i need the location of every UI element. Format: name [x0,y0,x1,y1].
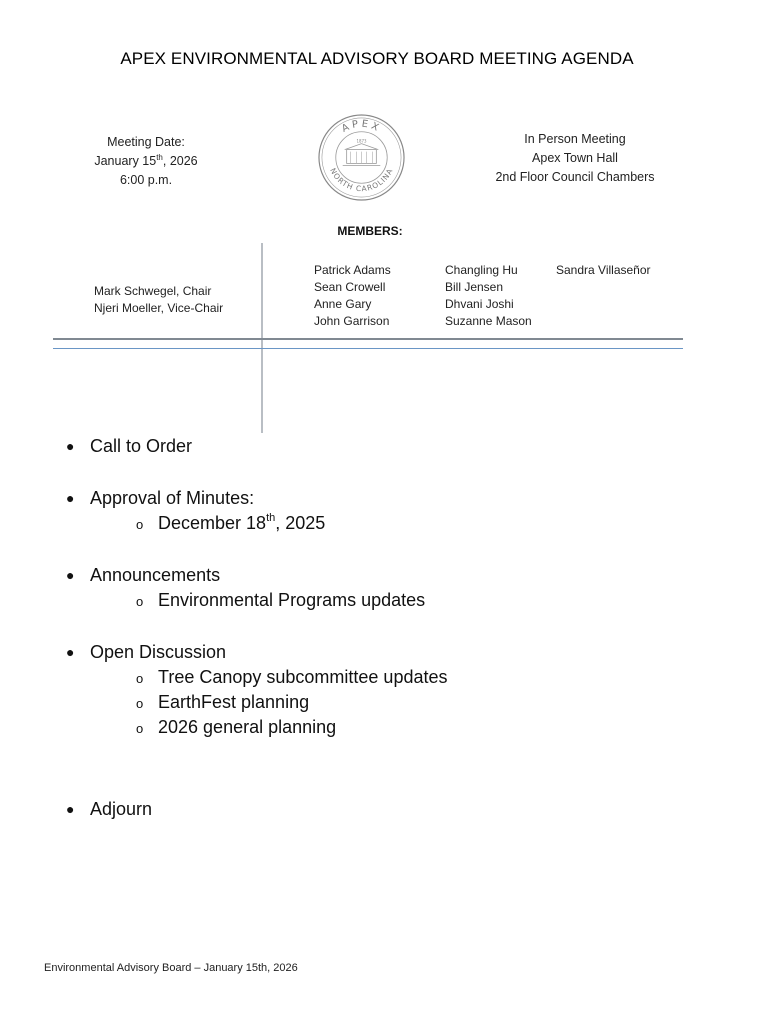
meeting-date-day: January 15 [94,154,157,168]
agenda-subitem [66,511,706,536]
meeting-location-block [480,130,670,187]
meeting-date-block [78,133,214,190]
bullet-icon: ● [66,490,75,506]
vice-chair-name: Njeri Moeller, Vice-Chair [94,301,224,315]
circle-bullet-icon: o [136,594,144,609]
member-name: John Garrison [314,314,390,328]
bullet-icon: ● [66,644,75,660]
member-name: Bill Jensen [445,280,504,294]
agenda-subitem [66,588,706,613]
meeting-date-year: , 2026 [162,154,198,168]
members-column-3 [556,262,651,279]
member-name: Sean Crowell [314,280,386,294]
location-room: 2nd Floor Council Chambers [495,170,655,184]
agenda-item-call-to-order [66,434,706,459]
agenda-item-adjourn [66,797,706,822]
circle-bullet-icon: o [136,696,144,711]
agenda-item-announcements [66,563,706,588]
member-name: Dhvani Joshi [445,297,514,311]
agenda-subitem-label: December 18 [158,513,267,533]
seal-year: 1873 [356,138,367,144]
meeting-date [78,152,214,171]
agenda-subitem-label: Tree Canopy subcommittee updates [158,667,448,687]
circle-bullet-icon: o [136,517,144,532]
agenda-subitem [66,690,706,715]
member-name: Suzanne Mason [445,314,532,328]
agenda-item-label: Call to Order [90,436,193,456]
member-name: Patrick Adams [314,263,391,277]
town-seal-icon [317,113,406,202]
chairs-list [94,283,223,317]
agenda-subitem [66,665,706,690]
agenda-subitem-label: Environmental Programs updates [158,590,426,610]
seal-bottom-text: NORTH CAROLINA [328,166,395,194]
circle-bullet-icon: o [136,721,144,736]
meeting-time: 6:00 p.m. [119,173,173,187]
agenda-item-label: Approval of Minutes: [90,488,255,508]
bullet-icon: ● [66,801,75,817]
bullet-icon: ● [66,438,75,454]
agenda-item-open-discussion [66,640,706,665]
seal-top-text: APEX [340,118,383,135]
members-column-2 [445,262,532,330]
agenda-subitem-label: 2026 general planning [158,717,337,737]
agenda-item-approval [66,486,706,511]
members-heading: MEMBERS: [337,224,403,238]
circle-bullet-icon: o [136,671,144,686]
agenda-subitem-label: EarthFest planning [158,692,310,712]
horizontal-divider-accent [53,348,683,349]
agenda-item-label: Announcements [90,565,221,585]
agenda-subitem [66,715,706,740]
page-title: APEX ENVIRONMENTAL ADVISORY BOARD MEETING AGENDA [120,49,634,68]
location-type: In Person Meeting [524,132,626,146]
horizontal-divider [53,338,683,340]
location-venue: Apex Town Hall [532,151,618,165]
meeting-date-label: Meeting Date: [107,135,185,149]
members-column-1 [314,262,391,330]
agenda-subitem-year: , 2025 [275,513,326,533]
member-name: Anne Gary [314,297,372,311]
page-footer: Environmental Advisory Board – January 15th, 2026 [44,962,298,974]
member-name: Sandra Villaseñor [556,263,651,277]
agenda-item-label: Open Discussion [90,642,227,662]
meeting-date-ordinal: th [156,153,163,162]
agenda-item-label: Adjourn [90,799,153,819]
chair-name: Mark Schwegel, Chair [94,284,212,298]
member-name: Changling Hu [445,263,518,277]
bullet-icon: ● [66,567,75,583]
agenda-list [66,434,706,822]
agenda-subitem-ordinal: th [266,512,276,524]
